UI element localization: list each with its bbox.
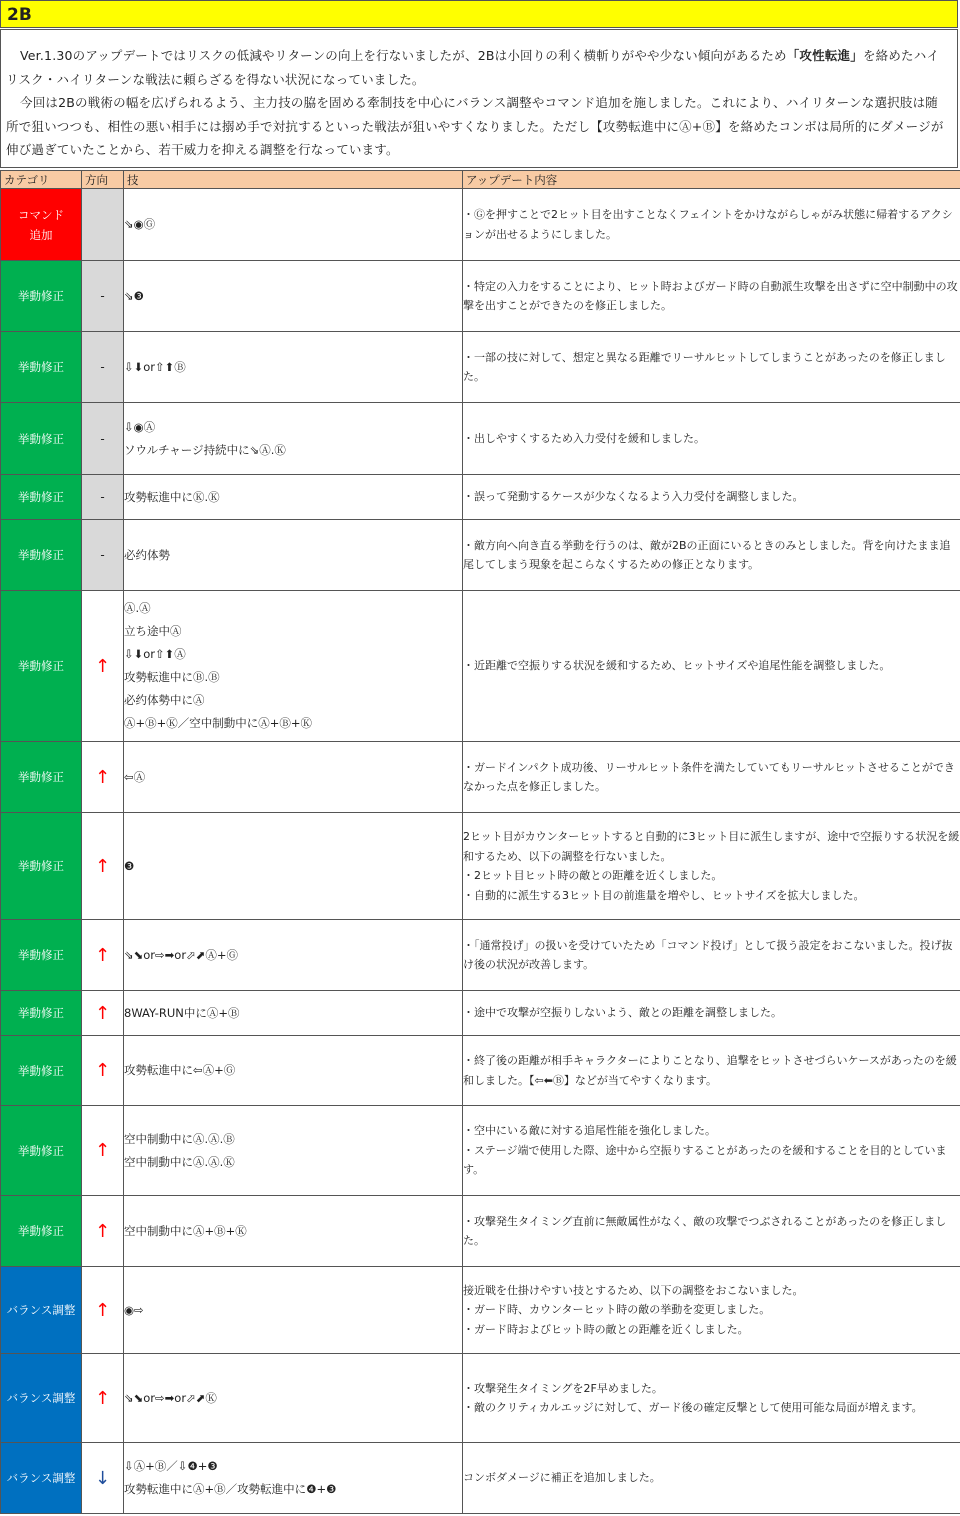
description-cell [463,520,960,591]
move-cell [124,813,463,920]
move-command: 8WAY-RUN中にⒶ+Ⓑ [124,1005,240,1020]
category-cell [1,920,82,991]
description-cell [463,1267,960,1354]
description-cell [463,403,960,475]
description-text: コンボダメージに補正を追加しました。 [463,1471,661,1485]
category-cell [1,189,82,261]
category-cell [1,1267,82,1354]
category-cell [1,1443,82,1514]
description-text: ・敵のクリティカルエッジに対して、ガード後の確定反撃として使用可能な局面が増えます。 [463,1401,923,1414]
move-command: 空中制動中にⒶ+Ⓑ+Ⓚ [124,1223,247,1238]
category-label: 挙動修正 [18,1006,64,1020]
description-cell [463,1196,960,1267]
move-command: ⇩⬇or⇧⬆Ⓑ [124,359,186,374]
intro-paragraph-2: 今回は2Bの戦術の幅を広げられるよう、主力技の脇を固める牽制技を中心にバランス調整やコマンド追加を施しました。これにより、ハイリターンな選択肢は随所で狙いつつも、相性の悪い相手には搦め手で対抗するといった戦法が狙いやすくなりました。ただし【攻勢転進中にⒶ+Ⓑ】を絡めたコンボは局所的にダメージが伸び過ぎていたことから、若干威力を抑える調整を行なっています。 [6,95,944,157]
move-command: ⇘⬊or⇨➡or⬀⬈Ⓐ+Ⓖ [124,947,238,962]
description-text: ・ガード時、カウンターヒット時の敵の挙動を変更しました。 [463,1303,771,1317]
intro-text [0,29,958,168]
description-text: 2ヒット目がカウンターヒットすると自動的に3ヒット目に派生しますが、途中で空振りする状況を緩和するため、以下の調整を行ないました。 [463,830,960,863]
category-label: 挙動修正 [18,548,64,562]
category-label: 挙動修正 [18,490,64,504]
arrow-up-icon: ↑ [82,920,124,991]
description-text: ・出しやすくするため入力受付を緩和しました。 [463,431,705,445]
arrow-up-icon: ↑ [82,1106,124,1196]
update-table [0,170,960,1514]
arrow-up-icon: ↑ [82,742,124,813]
description-cell [463,1106,960,1196]
description-text: ・「通常投げ」の扱いを受けていたため「コマンド投げ」として扱う設定をおこないました。投げ抜け後の状況が改善します。 [463,938,953,971]
direction-cell: - [82,261,124,332]
table-row [1,1106,960,1196]
move-command: ⇘◉Ⓖ [124,217,156,231]
category-cell [1,1036,82,1106]
description-cell [463,813,960,920]
description-text: ・空中にいる敵に対する追尾性能を強化しました。 [463,1124,716,1138]
move-command: ◉⇨ [124,1302,144,1317]
description-text: ・ステージ端で使用した際、途中から空振りすることがあったのを緩和することを目的としています。 [463,1143,947,1177]
table-row [1,1036,960,1106]
move-cell [124,332,463,403]
move-cell [124,591,463,742]
header-description: アップデート内容 [463,171,960,189]
move-cell [124,475,463,520]
description-text: ・ガード時およびヒット時の敵との距離を近くしました。 [463,1322,749,1336]
move-command: 空中制動中にⒶ.Ⓐ.Ⓑ [124,1131,235,1146]
table-row [1,520,960,591]
move-command: 攻勢転進中に⇦Ⓐ+Ⓖ [124,1063,236,1077]
category-label: 追加 [29,227,53,242]
move-command: 攻勢転進中にⓀ.Ⓚ [124,489,220,504]
category-label: 挙動修正 [18,360,64,374]
direction-cell: - [82,332,124,403]
move-command: ⇘⬊or⇨➡or⬀⬈Ⓚ [124,1390,217,1405]
direction-cell: - [82,475,124,520]
arrow-up-icon: ↑ [82,1036,124,1106]
description-text: ・一部の技に対して、想定と異なる距離でリーサルヒットしてしまうことがあったのを修正しました。 [463,350,946,383]
table-row [1,742,960,813]
table-row [1,403,960,475]
description-cell [463,189,960,261]
intro-p1-text: Ver.1.30のアップデートではリスクの低減やリターンの向上を行ないましたが、2Bは小回りの利く横斬りがやや少ない傾向があるため [20,48,787,63]
move-command: ❸ [124,858,135,873]
header-direction: 方向 [82,171,124,189]
category-label: 挙動修正 [18,770,64,784]
move-cell [124,403,463,475]
description-text: ・ガードインパクト成功後、リーサルヒット条件を満たしていてもリーサルヒットさせることができなかった点を修正しました。 [463,760,955,793]
move-cell [124,1443,463,1514]
category-cell [1,332,82,403]
description-text: ・誤って発動するケースが少なくなるよう入力受付を調整しました。 [463,490,804,504]
description-text: 接近戦を仕掛けやすい技とするため、以下の調整をおこないました。 [463,1283,804,1297]
direction-cell: - [82,403,124,475]
move-command: 攻勢転進中にⒶ+Ⓑ／攻勢転進中に❹+❸ [124,1482,337,1496]
category-label: 挙動修正 [18,859,64,873]
category-cell [1,403,82,475]
description-cell [463,742,960,813]
direction-cell: - [82,520,124,591]
category-label: 挙動修正 [18,1143,64,1158]
move-command: 攻勢転進中にⒷ.Ⓑ [124,670,220,684]
header-category: カテゴリ [1,171,82,189]
category-label: バランス調整 [6,1471,76,1485]
description-cell [463,261,960,332]
category-cell [1,475,82,520]
category-cell [1,742,82,813]
move-command: Ⓐ.Ⓐ [124,601,151,615]
table-row [1,189,960,261]
table-row [1,261,960,332]
intro-p1-text-after: を絡めたハイリスク・ハイリターンな戦法に頼らざるを得ない状況になっていました。 [6,48,940,87]
move-cell [124,1196,463,1267]
description-cell [463,332,960,403]
description-cell [463,475,960,520]
category-label: バランス調整 [6,1391,76,1405]
move-cell [124,261,463,332]
move-command: Ⓐ+Ⓑ+Ⓚ／空中制動中にⒶ+Ⓑ+Ⓚ [124,716,313,730]
arrow-up-icon: ↑ [82,1354,124,1443]
category-cell [1,1106,82,1196]
category-cell [1,1196,82,1267]
category-label: 挙動修正 [18,289,64,303]
table-row [1,1443,960,1514]
move-command: ⇘❸ [124,288,144,303]
description-text: ・Ⓖを押すことで2ヒット目を出すことなくフェイントをかけながらしゃがみ状態に帰着するアクションが出せるようにしました。 [463,208,953,241]
category-cell [1,991,82,1036]
move-cell [124,1036,463,1106]
move-command: ⇩⬇or⇧⬆Ⓐ [124,647,186,661]
description-cell [463,1443,960,1514]
move-command: 必约体勢中にⒶ [124,693,205,707]
table-header-row [1,171,960,189]
move-command: ⇩◉Ⓐ [124,419,156,434]
arrow-up-icon: ↑ [82,1267,124,1354]
move-cell [124,520,463,591]
move-cell [124,991,463,1036]
description-text: ・特定の入力をすることにより、ヒット時およびガード時の自動派生攻撃を出さずに空中制動中の攻撃を出すことができたのを修正しました。 [463,279,958,312]
move-cell [124,189,463,261]
category-label: 挙動修正 [18,659,64,673]
table-row [1,920,960,991]
move-command: 必约体勢 [124,547,170,562]
category-label: 挙動修正 [18,431,64,446]
category-cell [1,813,82,920]
description-text: ・終了後の距離が相手キャラクターによりことなり、追撃をヒットさせづらいケースがあったのを緩和しました。【⇦⬅Ⓑ】などが当てやすくなります。 [463,1054,957,1087]
description-text: ・途中で攻撃が空振りしないよう、敵との距離を調整しました。 [463,1006,782,1020]
description-text: ・2ヒット目ヒット時の敵との距離を近くしました。 [463,869,723,882]
header-move: 技 [124,171,463,189]
description-text: ・敵方向へ向き直る挙動を行うのは、敵が2Bの正面にいるときのみとしました。背を向けたまま追尾してしまう現象を起こらなくするための修正となります。 [463,538,951,571]
table-row [1,1267,960,1354]
move-cell [124,742,463,813]
arrow-up-icon: ↑ [82,813,124,920]
category-cell [1,591,82,742]
intro-p1-bold: 「攻性転進」 [786,48,863,63]
move-command: ⇦Ⓐ [124,769,146,784]
move-cell [124,1106,463,1196]
description-text: ・攻撃発生タイミング直前に無敵属性がなく、敵の攻撃でつぶされることがあったのを修正しました。 [463,1214,947,1247]
description-text: ・攻撃発生タイミングを2F早めました。 [463,1381,663,1395]
category-label: バランス調整 [6,1303,76,1317]
table-row [1,475,960,520]
description-cell [463,591,960,742]
category-cell [1,520,82,591]
arrow-up-icon: ↑ [82,991,124,1036]
category-label: コマンド [18,207,64,222]
move-command: ソウルチャージ持続中に⇘Ⓐ.Ⓚ [124,442,286,457]
arrow-down-icon: ↓ [82,1443,124,1514]
move-command: ⇩Ⓐ+Ⓑ／⇩❹+❸ [124,1459,218,1473]
category-label: 挙動修正 [18,1063,64,1078]
intro-paragraph-1 [6,44,949,91]
page-title: 2B [0,0,958,28]
table-row [1,813,960,920]
description-text: ・近距離で空振りする状況を緩和するため、ヒットサイズや追尾性能を調整しました。 [463,659,891,673]
arrow-up-icon: ↑ [82,1196,124,1267]
move-command: 立ち途中Ⓐ [124,624,182,638]
table-row [1,332,960,403]
move-cell [124,920,463,991]
table-row [1,991,960,1036]
category-label: 挙動修正 [18,1224,64,1238]
description-cell [463,991,960,1036]
move-cell [124,1267,463,1354]
table-row [1,591,960,742]
direction-cell [82,189,124,261]
category-cell [1,1354,82,1443]
move-command: 空中制動中にⒶ.Ⓐ.Ⓚ [124,1154,235,1169]
move-cell [124,1354,463,1443]
arrow-up-icon: ↑ [82,591,124,742]
category-cell [1,261,82,332]
category-label: 挙動修正 [18,948,64,962]
description-cell [463,1354,960,1443]
table-row [1,1196,960,1267]
description-cell [463,920,960,991]
description-text: ・自動的に派生する3ヒット目の前進量を増やし、ヒットサイズを拡大しました。 [463,888,865,902]
table-row [1,1354,960,1443]
description-cell [463,1036,960,1106]
